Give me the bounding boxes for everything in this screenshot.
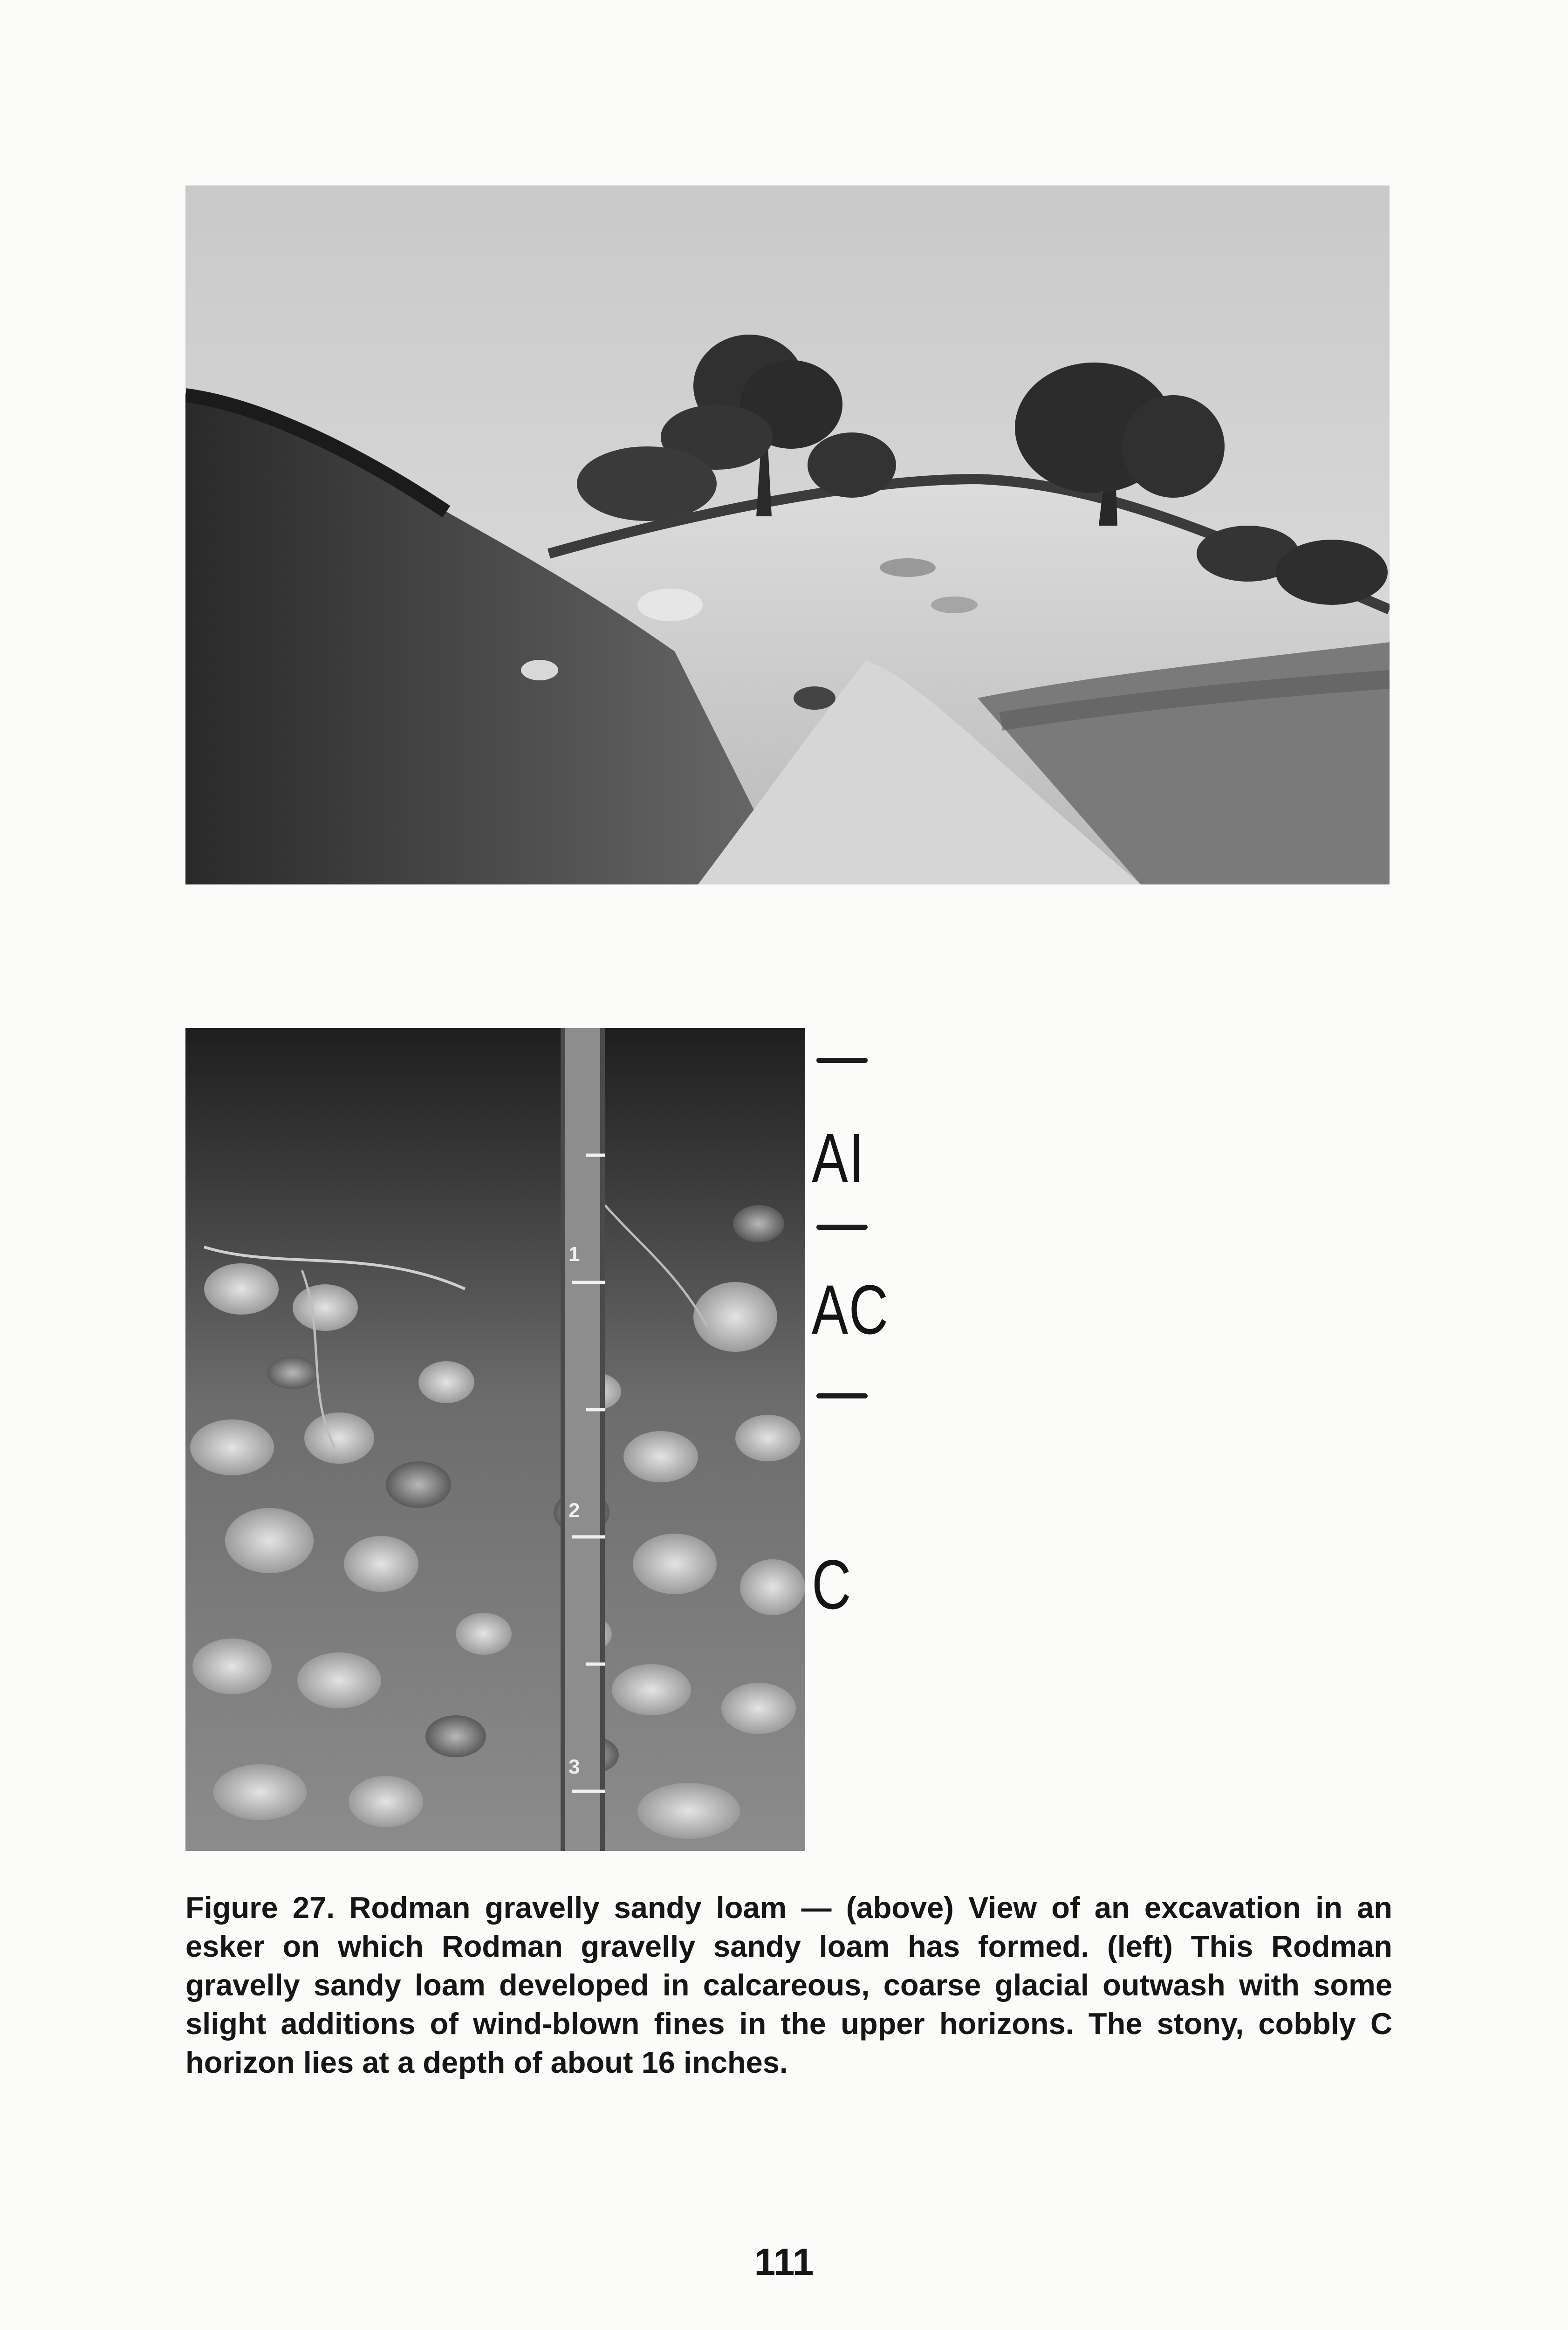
figure-caption: Figure 27. Rodman gravelly sandy loam — (above) View of an excavation in an esker on which Rodman gravelly sandy loam has formed. (left) This Rodman gravelly sandy loam developed in calcareous, coarse glacial outwash with some slight additions of wind-blown fines in the upper horizons. The stony, cobbly C horizon lies at a depth of about 16 inches. — [185, 1891, 1392, 2079]
ruler-mark-3: 3 — [568, 1755, 580, 1778]
esker-excavation-photo — [185, 185, 1390, 884]
horizon-boundary-ac-c — [816, 1393, 868, 1398]
horizon-label-a1: AI — [812, 1119, 865, 1197]
horizon-boundary-top — [816, 1058, 868, 1063]
horizon-boundary-a1-ac — [816, 1225, 868, 1230]
horizon-label-c: C — [812, 1545, 852, 1624]
soil-profile-photo — [185, 1028, 805, 1851]
ruler-mark-1: 1 — [568, 1243, 580, 1266]
page-number: 111 — [754, 2241, 814, 2283]
horizon-label-ac: AC — [812, 1270, 889, 1349]
ruler-mark-2: 2 — [568, 1499, 580, 1522]
